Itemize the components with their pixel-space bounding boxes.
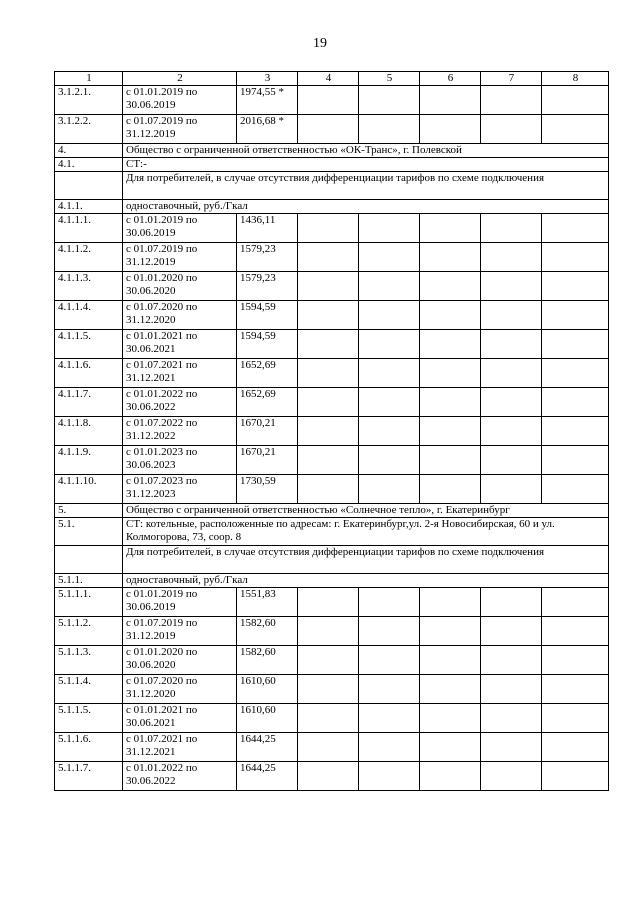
period-cell: с 01.01.2023 по 30.06.2023 [123,446,237,475]
row-number: 5.1.1.3. [55,646,123,675]
empty-cell [359,359,420,388]
table-row [55,359,609,388]
empty-cell [481,646,542,675]
tariff-value: 1644,25 [237,733,298,762]
tariff-value: 1579,23 [237,272,298,301]
empty-cell [298,115,359,144]
tariff-value: 1582,60 [237,617,298,646]
empty-cell [359,617,420,646]
table-row [55,243,609,272]
empty-cell [359,86,420,115]
table-row [55,475,609,504]
empty-cell [359,243,420,272]
period-cell: с 01.07.2020 по 31.12.2020 [123,675,237,704]
section-row [55,574,609,588]
empty-cell [298,675,359,704]
table-row [55,733,609,762]
row-number [55,172,123,200]
empty-cell [542,359,609,388]
row-number: 4. [55,144,123,158]
tariff-value: 1730,59 [237,475,298,504]
empty-cell [359,733,420,762]
row-number: 5.1.1.2. [55,617,123,646]
empty-cell [298,588,359,617]
empty-cell [420,475,481,504]
row-number [55,546,123,574]
empty-cell [542,646,609,675]
period-cell: с 01.07.2019 по 31.12.2019 [123,115,237,144]
row-number: 5.1.1.6. [55,733,123,762]
empty-cell [481,86,542,115]
column-header: 7 [481,72,542,86]
empty-cell [420,733,481,762]
empty-cell [481,115,542,144]
section-row [55,144,609,158]
tariff-value: 1610,60 [237,704,298,733]
empty-cell [481,733,542,762]
row-number: 4.1.1.9. [55,446,123,475]
tariff-value: 1582,60 [237,646,298,675]
row-number: 3.1.2.2. [55,115,123,144]
tariff-table [54,71,609,791]
column-header: 6 [420,72,481,86]
empty-cell [481,301,542,330]
row-number: 4.1.1.5. [55,330,123,359]
column-header: 1 [55,72,123,86]
tariff-value: 1610,60 [237,675,298,704]
period-cell: с 01.07.2021 по 31.12.2021 [123,733,237,762]
table-row [55,617,609,646]
table-row [55,214,609,243]
empty-cell [542,617,609,646]
empty-cell [298,86,359,115]
empty-cell [542,243,609,272]
section-row [55,200,609,214]
row-number: 4.1.1.7. [55,388,123,417]
tariff-value: 1652,69 [237,359,298,388]
empty-cell [298,243,359,272]
period-cell: с 01.01.2021 по 30.06.2021 [123,704,237,733]
row-number: 4.1.1.6. [55,359,123,388]
empty-cell [481,417,542,446]
empty-cell [420,272,481,301]
period-cell: с 01.07.2019 по 31.12.2019 [123,617,237,646]
empty-cell [359,388,420,417]
row-number: 4.1.1.10. [55,475,123,504]
table-row [55,115,609,144]
empty-cell [298,301,359,330]
section-row [55,158,609,172]
tariff-value: 1551,83 [237,588,298,617]
row-number: 4.1. [55,158,123,172]
table-row [55,646,609,675]
page-number: 19 [313,36,327,51]
column-header: 8 [542,72,609,86]
section-text: Для потребителей, в случае отсутствия дифференциации тарифов по схеме подключения [123,172,609,200]
empty-cell [481,475,542,504]
row-number: 4.1.1.2. [55,243,123,272]
empty-cell [481,330,542,359]
row-number: 4.1.1.3. [55,272,123,301]
empty-cell [420,214,481,243]
empty-cell [359,646,420,675]
table-row [55,588,609,617]
row-number: 5.1.1. [55,574,123,588]
empty-cell [481,675,542,704]
row-number: 4.1.1.8. [55,417,123,446]
empty-cell [481,214,542,243]
empty-cell [298,762,359,791]
empty-cell [542,86,609,115]
tariff-value: 1644,25 [237,762,298,791]
row-number: 5.1.1.5. [55,704,123,733]
empty-cell [298,475,359,504]
empty-cell [542,115,609,144]
tariff-value: 1579,23 [237,243,298,272]
table-row [55,446,609,475]
table-row [55,388,609,417]
row-number: 4.1.1.1. [55,214,123,243]
empty-cell [359,588,420,617]
empty-cell [542,330,609,359]
empty-cell [359,475,420,504]
empty-cell [481,704,542,733]
period-cell: с 01.07.2019 по 31.12.2019 [123,243,237,272]
empty-cell [420,704,481,733]
empty-cell [420,762,481,791]
empty-cell [542,704,609,733]
empty-cell [542,446,609,475]
section-row [55,546,609,574]
row-number: 5. [55,504,123,518]
table-header-row [55,72,609,86]
period-cell: с 01.01.2019 по 30.06.2019 [123,588,237,617]
empty-cell [420,243,481,272]
period-cell: с 01.01.2019 по 30.06.2019 [123,214,237,243]
empty-cell [481,617,542,646]
tariff-value: 1670,21 [237,417,298,446]
section-text: Общество с ограниченной ответственностью «ОК-Транс», г. Полевской [123,144,609,158]
empty-cell [298,446,359,475]
period-cell: с 01.01.2020 по 30.06.2020 [123,272,237,301]
empty-cell [420,86,481,115]
empty-cell [420,417,481,446]
empty-cell [420,388,481,417]
empty-cell [359,704,420,733]
period-cell: с 01.07.2020 по 31.12.2020 [123,301,237,330]
table-row [55,675,609,704]
empty-cell [542,733,609,762]
column-header: 3 [237,72,298,86]
period-cell: с 01.01.2020 по 30.06.2020 [123,646,237,675]
section-text: Для потребителей, в случае отсутствия дифференциации тарифов по схеме подключения [123,546,609,574]
empty-cell [298,359,359,388]
empty-cell [298,617,359,646]
tariff-value: 1974,55 * [237,86,298,115]
empty-cell [481,272,542,301]
empty-cell [420,359,481,388]
column-header: 5 [359,72,420,86]
table-row [55,301,609,330]
empty-cell [359,301,420,330]
empty-cell [420,301,481,330]
tariff-value: 1670,21 [237,446,298,475]
empty-cell [298,733,359,762]
table-row [55,86,609,115]
row-number: 5.1.1.1. [55,588,123,617]
empty-cell [542,475,609,504]
empty-cell [359,762,420,791]
empty-cell [420,330,481,359]
tariff-value: 1436,11 [237,214,298,243]
row-number: 3.1.2.1. [55,86,123,115]
empty-cell [542,417,609,446]
empty-cell [420,617,481,646]
empty-cell [542,588,609,617]
section-row [55,504,609,518]
empty-cell [298,272,359,301]
column-header: 2 [123,72,237,86]
table-row [55,330,609,359]
empty-cell [481,359,542,388]
section-text: СТ: котельные, расположенные по адресам: г. Екатеринбург,ул. 2-я Новосибирская, 60 и ул. Колмогорова, 73, соор. 8 [123,518,609,546]
empty-cell [542,388,609,417]
empty-cell [542,214,609,243]
empty-cell [359,272,420,301]
empty-cell [359,214,420,243]
table-row [55,272,609,301]
empty-cell [359,417,420,446]
empty-cell [481,588,542,617]
row-number: 5.1.1.7. [55,762,123,791]
column-header: 4 [298,72,359,86]
empty-cell [481,762,542,791]
period-cell: с 01.01.2022 по 30.06.2022 [123,762,237,791]
table-row [55,417,609,446]
tariff-value: 2016,68 * [237,115,298,144]
empty-cell [542,272,609,301]
section-row [55,518,609,546]
section-text: СТ:- [123,158,609,172]
period-cell: с 01.07.2023 по 31.12.2023 [123,475,237,504]
period-cell: с 01.01.2021 по 30.06.2021 [123,330,237,359]
empty-cell [298,388,359,417]
section-text: одноставочный, руб./Гкал [123,574,609,588]
tariff-value: 1652,69 [237,388,298,417]
empty-cell [420,646,481,675]
empty-cell [542,301,609,330]
section-row [55,172,609,200]
empty-cell [359,675,420,704]
empty-cell [359,330,420,359]
empty-cell [542,762,609,791]
empty-cell [420,446,481,475]
empty-cell [420,115,481,144]
period-cell: с 01.07.2021 по 31.12.2021 [123,359,237,388]
period-cell: с 01.01.2022 по 30.06.2022 [123,388,237,417]
empty-cell [420,588,481,617]
row-number: 5.1.1.4. [55,675,123,704]
empty-cell [298,417,359,446]
period-cell: с 01.01.2019 по 30.06.2019 [123,86,237,115]
table-row [55,762,609,791]
empty-cell [542,675,609,704]
tariff-value: 1594,59 [237,330,298,359]
table-row [55,704,609,733]
section-text: одноставочный, руб./Гкал [123,200,609,214]
row-number: 4.1.1.4. [55,301,123,330]
empty-cell [298,704,359,733]
empty-cell [481,243,542,272]
empty-cell [298,214,359,243]
empty-cell [298,646,359,675]
section-text: Общество с ограниченной ответственностью «Солнечное тепло», г. Екатеринбург [123,504,609,518]
empty-cell [359,115,420,144]
empty-cell [298,330,359,359]
tariff-value: 1594,59 [237,301,298,330]
empty-cell [481,446,542,475]
empty-cell [420,675,481,704]
empty-cell [481,388,542,417]
row-number: 5.1. [55,518,123,546]
period-cell: с 01.07.2022 по 31.12.2022 [123,417,237,446]
empty-cell [359,446,420,475]
row-number: 4.1.1. [55,200,123,214]
